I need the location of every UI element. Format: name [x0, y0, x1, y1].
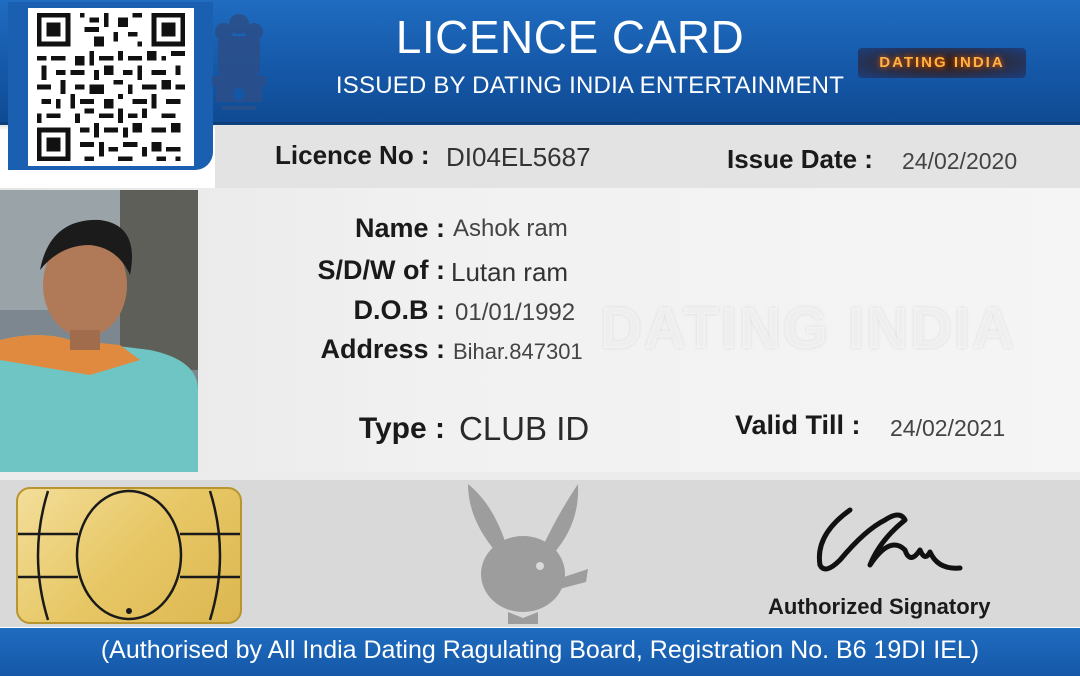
- brand-logo-text: DATING INDIA: [879, 54, 1005, 71]
- issue-date-label: Issue Date :: [727, 144, 873, 174]
- dob-value: 01/01/1992: [455, 299, 576, 326]
- card-subtitle: ISSUED BY DATING INDIA ENTERTAINMENT: [335, 72, 845, 99]
- address-value: Bihar.847301: [453, 339, 583, 364]
- card-chip-icon: [16, 487, 242, 624]
- brand-logo: [858, 48, 1026, 78]
- bunny-logo-icon: [448, 474, 598, 624]
- watermark-text: DATING INDIA: [600, 296, 1017, 361]
- signature-image: [810, 490, 970, 590]
- licence-no-label: Licence No :: [275, 140, 430, 170]
- footer-text: (Authorised by All India Dating Ragulating Board, Registration No. B6 19DI IEL): [100, 636, 980, 664]
- issue-date-value: 24/02/2020: [902, 148, 1018, 174]
- valid-till-value: 24/02/2021: [890, 415, 1006, 441]
- qr-code-icon: [28, 8, 194, 166]
- dob-label: D.O.B :: [353, 295, 445, 325]
- name-value: Ashok ram: [453, 215, 568, 242]
- name-label: Name :: [354, 213, 445, 243]
- type-value: CLUB ID: [459, 410, 590, 447]
- holder-photo: [0, 190, 198, 472]
- national-emblem-icon: [200, 6, 278, 118]
- bottom-strip: [0, 676, 1080, 684]
- type-label: Type :: [358, 412, 445, 445]
- qr-panel: [8, 2, 213, 170]
- relation-value: Lutan ram: [451, 257, 569, 287]
- valid-till-label: Valid Till :: [735, 410, 861, 440]
- licence-no-value: DI04EL5687: [446, 142, 591, 172]
- signatory-label: Authorized Signatory: [768, 594, 991, 619]
- card-title: LICENCE CARD: [395, 11, 745, 63]
- address-label: Address :: [320, 334, 445, 364]
- relation-label: S/D/W of :: [317, 255, 445, 285]
